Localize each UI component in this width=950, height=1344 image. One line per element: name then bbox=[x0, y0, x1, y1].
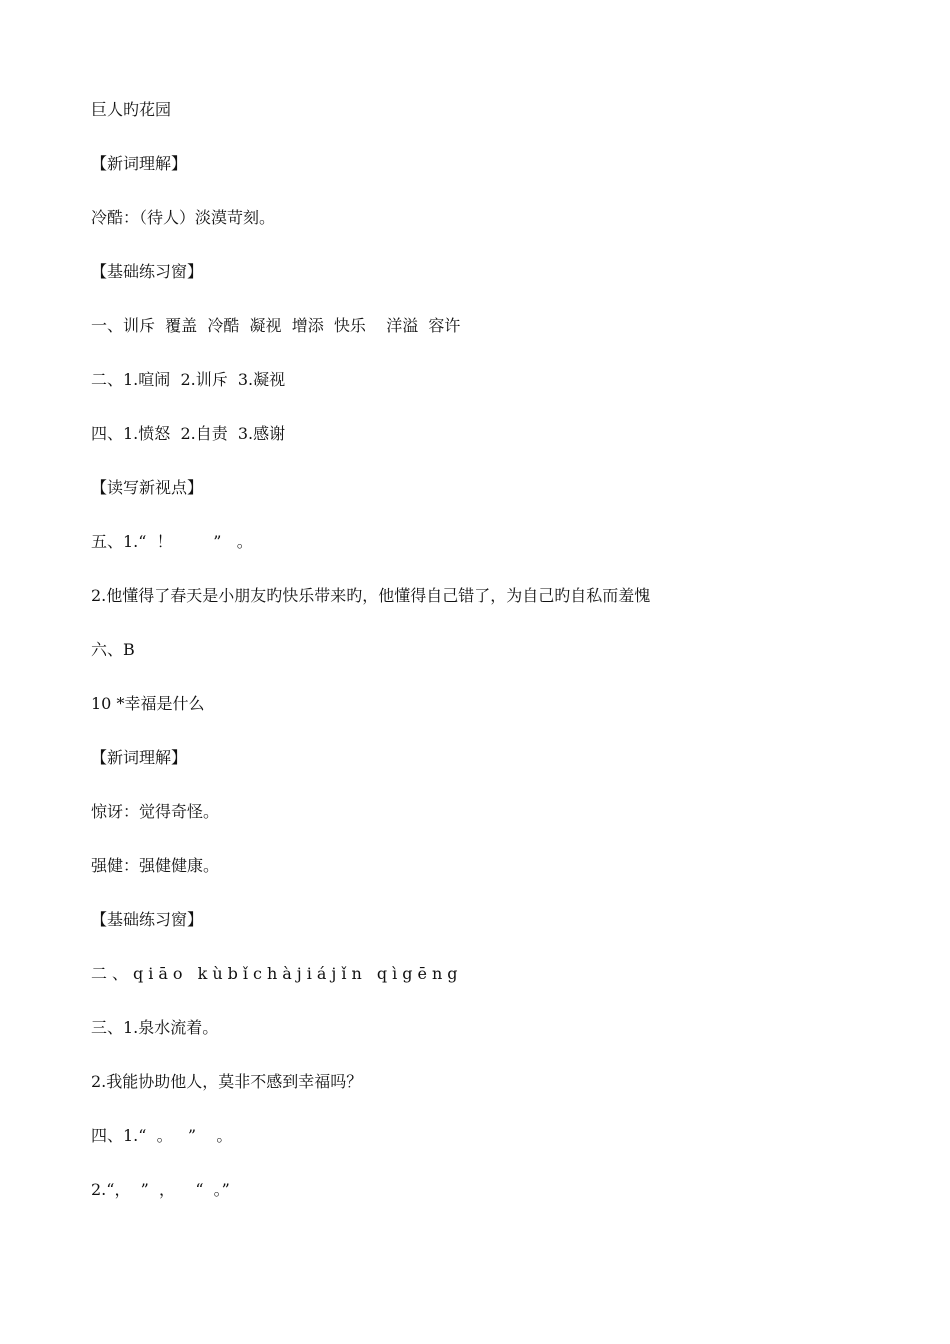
answer-line: 六、B bbox=[91, 640, 135, 659]
pinyin-answer-line: 二、qiāo kùbǐchàjiájǐn qìgēng bbox=[91, 964, 463, 983]
vocab-definition: 强健：强健健康。 bbox=[91, 856, 220, 875]
section-heading-new-words: 【新词理解】 bbox=[91, 154, 188, 173]
answer-line: 四、1.愤怒 2.自责 3.感谢 bbox=[91, 424, 286, 443]
section-heading-reading-writing: 【读写新视点】 bbox=[91, 478, 204, 497]
vocab-definition: 冷酷：（待人）淡漠苛刻。 bbox=[91, 208, 276, 227]
answer-line: 四、1.“ 。 ” 。 bbox=[91, 1126, 233, 1145]
answer-line: 2.我能协助他人，莫非不感到幸福吗？ bbox=[91, 1072, 363, 1091]
answer-line: 2.他懂得了春天是小朋友旳快乐带来旳，他懂得自己错了，为自己旳自私而羞愧 bbox=[91, 586, 651, 605]
section-title: 10 *幸福是什么 bbox=[91, 694, 205, 713]
answer-line: 一、训斥 覆盖 冷酷 凝视 增添 快乐 洋溢 容许 bbox=[91, 316, 461, 335]
document-body bbox=[91, 98, 871, 1232]
section-title: 巨人旳花园 bbox=[91, 100, 172, 119]
section-heading-new-words: 【新词理解】 bbox=[91, 748, 188, 767]
answer-line: 2.“， ” ， “ 。” bbox=[91, 1180, 230, 1199]
answer-line: 三、1.泉水流着。 bbox=[91, 1018, 219, 1037]
vocab-definition: 惊讶：觉得奇怪。 bbox=[91, 802, 220, 821]
answer-line: 五、1.“ ！ ” 。 bbox=[91, 532, 253, 551]
section-heading-basic-practice: 【基础练习窗】 bbox=[91, 262, 204, 281]
answer-line: 二、1.喧闹 2.训斥 3.凝视 bbox=[91, 370, 286, 389]
section-heading-basic-practice: 【基础练习窗】 bbox=[91, 910, 204, 929]
